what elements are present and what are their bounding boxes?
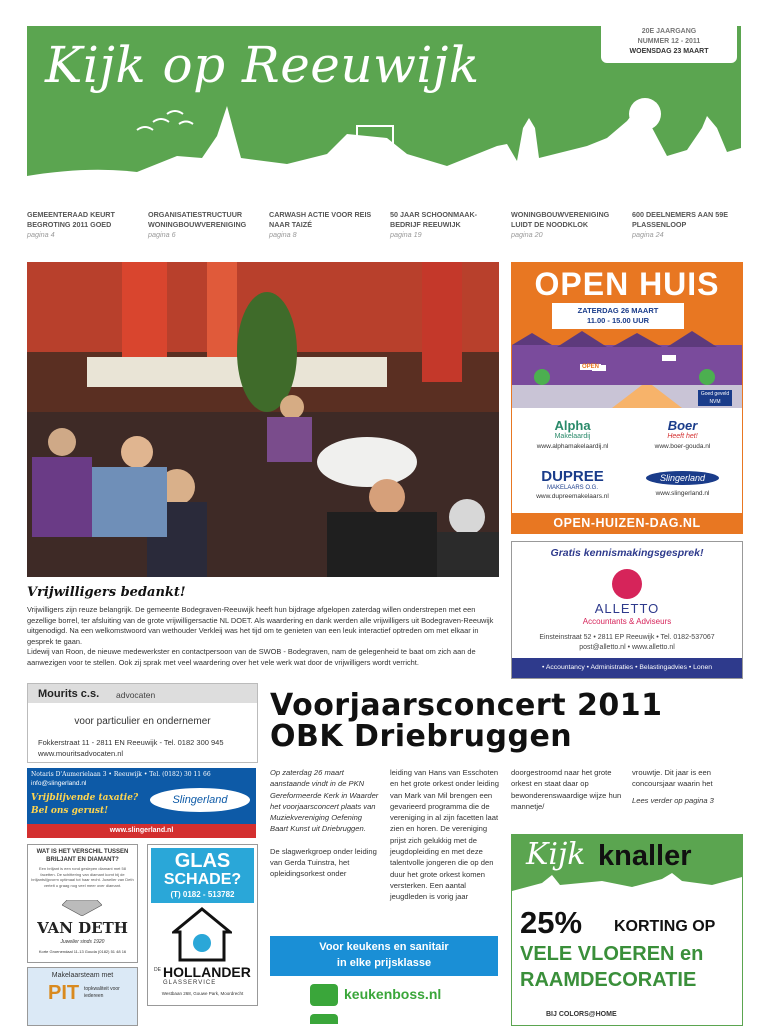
keukenboss-logo-icon-2 bbox=[310, 1014, 338, 1024]
glas-title1: GLAS bbox=[174, 850, 231, 872]
alletto-services: • Accountancy • Administraties • Belastingadvies • Lonen bbox=[512, 658, 742, 678]
teaser-item[interactable] bbox=[27, 210, 139, 240]
alletto-logo-icon bbox=[612, 569, 642, 599]
mourits-name: Mourits c.s. bbox=[38, 688, 100, 700]
issue-number: NUMMER 12 - 2011 bbox=[637, 38, 701, 45]
mourits-slogan: voor particulier en ondernemer bbox=[74, 716, 211, 727]
teaser-item[interactable] bbox=[511, 210, 623, 240]
pit-brand: PIT bbox=[48, 982, 80, 1004]
masthead-title: Kijk op Reeuwijk bbox=[45, 36, 480, 94]
vandeth-brand: VAN DETH bbox=[37, 919, 128, 937]
teaser-page: pagina 6 bbox=[148, 230, 176, 239]
alpha-sub: Makelaardij bbox=[554, 433, 591, 440]
lead-photo bbox=[27, 262, 499, 577]
glas-sub: GLASSERVICE bbox=[163, 980, 217, 986]
concert-column-3: doorgestroomd naar het grote orkest en staat daar op bewonderenswaardige wijze hun mannetje/ bbox=[511, 768, 622, 811]
teaser-page: pagina 20 bbox=[511, 230, 543, 239]
house-icon bbox=[172, 907, 232, 962]
lead-article-text bbox=[27, 605, 497, 669]
volunteers-photo-image bbox=[27, 262, 499, 577]
teaser-item[interactable] bbox=[632, 210, 744, 240]
lead-caption-title: Vrijwilligers bedankt! bbox=[27, 585, 186, 600]
ad-slingerland-taxatie[interactable] bbox=[27, 768, 256, 838]
concert-column-2: leiding van Hans van Esschoten en het grote orkest onder leiding van Mark van Mil brengen een gevarieerd programma die de vereniging in al zijn facetten laat zien en horen. De vereniging prijst zich gelukkig met de jeugdopleiding en met deze talentvolle jongeren die op den duur het grote orkest komen versterken. Een aantal jeugdleden is vorig jaar bbox=[390, 768, 499, 902]
teaser-title: 50 JAAR SCHOONMAAK-BEDRIJF REEUWIJK bbox=[390, 210, 478, 229]
dupree-name: DUPREE bbox=[541, 468, 604, 485]
slingerland-logo[interactable] bbox=[630, 468, 735, 497]
glas-phone: (T) 0182 - 513782 bbox=[170, 890, 235, 899]
teaser-page: pagina 8 bbox=[269, 230, 297, 239]
notaris-q1: Vrijblijvende taxatie? bbox=[31, 793, 139, 803]
teaser-title: WONINGBOUWVERENIGING LUIDT DE NOODKLOK bbox=[511, 210, 610, 229]
kijk-skyline bbox=[512, 871, 742, 893]
ad-mourits[interactable] bbox=[27, 683, 258, 763]
lead-paragraph: Vrijwilligers zijn reuze belangrijk. De gemeente Bodegraven-Reeuwijk heeft hun bijdrage afgelopen zaterdag willen onderstrepen met een gezellige borrel, ter afsluiting van de grote vrijwilligersactie NL DOET. Als waardering en dank werden alle vrijwilligers uit Bodegraven-Reeuwijk uitgenodigd. Na een welkomstwoord van wethouder Verkleij was het tijd om te genieten van een leuk interactief optreden om met elkaar in gesprek te gaan. bbox=[27, 605, 494, 646]
teaser-title: 600 DEELNEMERS AAN 59E PLASSENLOOP bbox=[632, 210, 728, 229]
ad-open-huis-date: ZATERDAG 26 MAART bbox=[577, 306, 659, 315]
concert-intro: Op zaterdag 26 maart aanstaande vindt in de PKN Gereformeerde Kerk in Waarder het voorjaarsconcert plaats van Muziekvereniging Oefening Baart Kunst uit Driebruggen. bbox=[270, 768, 379, 834]
alletto-contact: post@alletto.nl • www.alletto.nl bbox=[579, 644, 675, 651]
teaser-item[interactable] bbox=[269, 210, 381, 240]
ad-open-huis-time: 11.00 - 15.00 UUR bbox=[586, 316, 650, 325]
alpha-logo[interactable] bbox=[520, 418, 625, 450]
diamond-icon bbox=[62, 900, 102, 916]
teaser-title: CARWASH ACTIE VOOR REIS NAAR TAIZÉ bbox=[269, 210, 372, 229]
notaris-email: info@slingerland.nl bbox=[31, 780, 87, 787]
alletto-sub: Accountants & Adviseurs bbox=[582, 617, 672, 626]
teaser-page: pagina 19 bbox=[390, 230, 422, 239]
ad-pit-makelaars[interactable] bbox=[27, 967, 138, 1026]
mourits-url: www.mouritsadvocaten.nl bbox=[38, 749, 124, 758]
concert-headline bbox=[270, 690, 662, 752]
glas-title2: SCHADE? bbox=[163, 871, 242, 888]
concert-col4-text: vrouwtje. Dit jaar is een concoursjaar waarin het bbox=[632, 768, 713, 789]
concert-column-1 bbox=[270, 767, 382, 880]
notaris-url: www.slingerland.nl bbox=[27, 824, 256, 838]
teaser-page: pagina 24 bbox=[632, 230, 664, 239]
dupree-logo[interactable] bbox=[520, 468, 625, 500]
masthead bbox=[27, 26, 741, 210]
mourits-address: Fokkerstraat 11 - 2811 EN Reeuwijk - Tel. 0182 300 945 bbox=[38, 738, 224, 747]
boer-url: www.boer-gouda.nl bbox=[654, 443, 711, 450]
kijk-line3: RAAMDECORATIE bbox=[520, 969, 697, 991]
boer-sub: Heeft het! bbox=[667, 433, 698, 440]
vandeth-question: WAT IS HET VERSCHIL TUSSEN BRILJANT EN DIAMANT? bbox=[36, 849, 129, 863]
glas-address: Westbaan 268, Gouwe Park, Moordrecht bbox=[161, 991, 244, 996]
alletto-headline: Gratis kennismakingsgesprek! bbox=[550, 547, 704, 559]
mourits-type: advocaten bbox=[116, 690, 156, 700]
teaser-title: GEMEENTERAAD KEURT BEGROTING 2011 GOED bbox=[27, 210, 115, 229]
ad-kijkknaller[interactable] bbox=[511, 834, 743, 1026]
alletto-address: Einsteinstraat 52 • 2811 EP Reeuwijk • Tel. 0182-537067 bbox=[539, 634, 715, 641]
kijk-korting: KORTING OP bbox=[614, 918, 716, 935]
slingerland-url: www.slingerland.nl bbox=[655, 490, 710, 497]
pit-text: Makelaarsteam met bbox=[51, 972, 114, 979]
pit-sub: topkwaliteit voor iedereen bbox=[84, 986, 120, 999]
teaser-item[interactable] bbox=[148, 210, 260, 240]
concert-continued-link[interactable]: Lees verder op pagina 3 bbox=[632, 795, 714, 805]
open-sign: OPEN bbox=[582, 364, 600, 370]
nvm-badge: Goed geveld NVM bbox=[698, 390, 732, 406]
keukens-line1: Voor keukens en sanitair bbox=[319, 941, 449, 953]
notaris-address: Notaris D'Aumerielaan 3 • Reeuwijk • Tel. (0182) 30 11 66 bbox=[31, 771, 211, 778]
ad-open-huis[interactable] bbox=[511, 262, 743, 534]
slingerland-name: Slingerland bbox=[646, 471, 719, 485]
notaris-q2: Bel ons gerust! bbox=[31, 806, 109, 816]
ad-van-deth[interactable] bbox=[27, 844, 138, 963]
alpha-name: Alpha bbox=[554, 418, 591, 433]
kijk-line2: VELE VLOEREN en bbox=[520, 943, 704, 965]
ad-alletto[interactable] bbox=[511, 541, 743, 679]
lead-paragraph: Lidewij van Roon, de nieuwe medewerkster en contactpersoon van de SWOB - Bodegraven, nam de gelegenheid te baat om zich aan de aanwezigen voor te stellen. Ook zij sprak met veel waardering over het vele werk wat door de vrijwilligers wordt verricht. bbox=[27, 647, 476, 667]
keukens-line2: in elke prijsklasse bbox=[336, 957, 432, 969]
alletto-name: ALLETTO bbox=[594, 601, 660, 616]
kijk-title-bold: knaller bbox=[598, 840, 692, 872]
issue-volume: 20E JAARGANG bbox=[641, 28, 697, 35]
ad-keukenboss[interactable] bbox=[270, 936, 498, 1024]
glas-brand: HOLLANDER bbox=[163, 964, 251, 980]
alpha-url: www.alphamakelaardij.nl bbox=[536, 443, 609, 450]
kijk-title-light: Kijk bbox=[526, 837, 586, 872]
kijk-footer: BIJ COLORS@HOME bbox=[546, 1011, 617, 1018]
issue-date: WOENSDAG 23 MAART bbox=[629, 48, 709, 55]
notaris-brand: Slingerland bbox=[150, 788, 250, 812]
keukenboss-logo-icon bbox=[310, 984, 338, 1006]
teaser-title: ORGANISATIESTRUCTUUR WONINGBOUWVERENIGING bbox=[148, 210, 247, 229]
concert-column-4 bbox=[632, 767, 742, 806]
open-huizen-dag-url[interactable]: OPEN-HUIZEN-DAG.NL bbox=[512, 513, 742, 533]
boer-name: Boer bbox=[667, 418, 698, 433]
boer-logo[interactable] bbox=[630, 418, 735, 450]
vandeth-tagline: Juwelier sinds 1920 bbox=[60, 939, 105, 945]
keukenboss-brand: keukenboss.nl bbox=[344, 986, 442, 1002]
vandeth-text: Een briljant is een rond geslepen diamant met 58 facetten. De schittering van diamant komt bij de briljantslijpvorm optimaal tot haar recht. Juwelier van Deth vertelt u graag nog veel meer over diamant. bbox=[31, 866, 134, 888]
kijk-percent: 25% bbox=[520, 905, 583, 940]
dupree-sub: MAKELAARS O.G. bbox=[546, 485, 598, 491]
glas-brand-small: DE bbox=[154, 967, 161, 973]
teaser-item[interactable] bbox=[390, 210, 502, 240]
concert-title-line1: Voorjaarsconcert 2011 bbox=[270, 688, 663, 723]
vandeth-address: Korte Groenendaal 11-13 Gouda (0182) 51 48 16 bbox=[38, 949, 127, 954]
concert-col1-body: De slagwerkgroep onder leiding van Gerda Tuinstra, het opleidingsorkest onder bbox=[270, 846, 377, 879]
ad-glas-schade[interactable] bbox=[147, 844, 258, 1006]
dupree-url: www.dupreemakelaars.nl bbox=[536, 493, 609, 500]
ad-open-huis-title: OPEN HUIS bbox=[534, 266, 720, 302]
concert-title-line2: OBK Driebruggen bbox=[270, 719, 573, 754]
teaser-page: pagina 4 bbox=[27, 230, 55, 239]
issue-info bbox=[601, 26, 737, 63]
